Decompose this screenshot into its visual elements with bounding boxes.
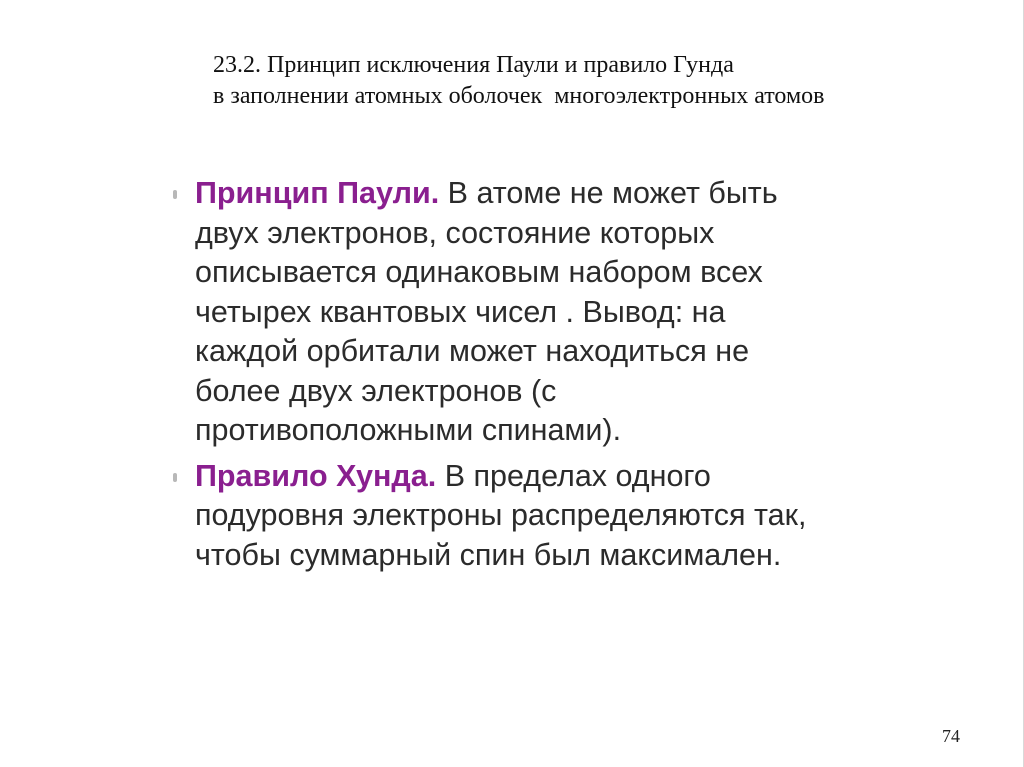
bullet-marker-icon <box>173 473 177 482</box>
bullet-term: Принцип Паули. <box>195 176 440 210</box>
bullet-line: описывается одинаковым набором всех <box>195 255 763 289</box>
bullet-line <box>195 457 925 497</box>
bullet-pauli-principle <box>165 174 925 451</box>
bullet-line: чтобы суммарный спин был максимален. <box>195 537 782 572</box>
bullet-line: противоположными спинами). <box>195 413 622 447</box>
bullet-hund-rule <box>165 457 925 576</box>
slide-title-line-2: в заполнении атомных оболочек многоэлектронных атомов <box>213 83 825 109</box>
bullet-marker-icon <box>173 190 177 199</box>
bullet-line: каждой орбитали может находиться не <box>195 334 750 368</box>
bullet-line: четырех квантовых чисел . Вывод: на <box>195 294 726 329</box>
bullet-line: двух электронов, состояние которых <box>195 215 715 250</box>
bullet-line: подуровня электроны распределяются так, <box>195 498 807 532</box>
page-number: 74 <box>942 726 960 746</box>
slide-title <box>213 50 824 112</box>
bullet-term: Правило Хунда. <box>195 458 437 493</box>
bullet-line: более двух электронов (с <box>195 373 557 408</box>
bullet-text: В атоме не может быть <box>439 176 778 210</box>
bullet-text: В пределах одного <box>436 458 711 493</box>
slide-title-line-1: 23.2. Принцип исключения Паули и правило Гунда <box>213 52 734 78</box>
bullet-line <box>195 174 925 214</box>
bullet-list <box>165 174 925 581</box>
